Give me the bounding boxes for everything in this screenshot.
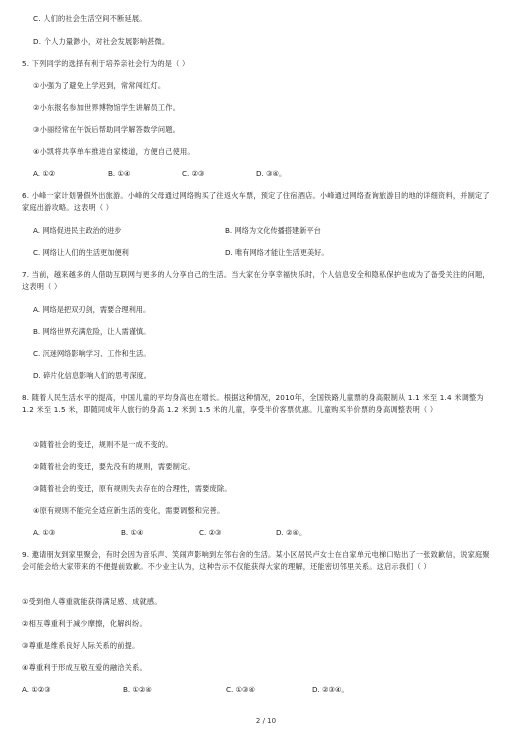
q9-option-d: D. ②③④。 — [312, 685, 349, 694]
q5-item-4: ④小凯将共享单车推进自家楼道，方便自己使用。 — [33, 147, 195, 156]
q7-stem: 7. 当前，越来越多的人借助互联网与更多的人分享自己的生活。当大家在分享幸福快乐时，个人信息安全和隐私保护也成为了备受关注的问题，这表明（ ） — [22, 270, 490, 291]
q6-option-c: C. 网络让人们的生活更加便利 — [33, 248, 129, 257]
q5-option-b: B. ①④ — [108, 169, 131, 178]
q5-option-a: A. ①② — [33, 169, 56, 178]
page-number: 2 / 10 — [255, 717, 277, 725]
q7-option-c: C. 沉迷网络影响学习、工作和生活。 — [33, 349, 151, 358]
q8-item-1: ①随着社会的变迁，规则不是一成不变的。 — [33, 440, 173, 449]
q8-option-b: B. ①④ — [121, 528, 144, 537]
prev-option-d: D. 个人力量渺小，对社会发展影响甚微。 — [33, 37, 170, 46]
prev-option-c: C. 人们的社会生活空间不断延展。 — [33, 14, 147, 23]
q8-item-3: ③随着社会的变迁，原有规则失去存在的合理性，需要废除。 — [33, 484, 232, 493]
q8-stem: 8. 随着人民生活水平的提高，中国儿童的平均身高也在增长。根据这种情况，2010年，全国铁路儿童票的身高限制从 1.1 米至 1.4 米调整为 1.2 米至 1.5 米，即随同成年人旅行的身高 1.2 米到 1.5 米的儿童，享受半价客票优惠。儿童购买半价票的身高调整表明（ ） — [22, 393, 484, 414]
q9-item-3: ③尊重是维系良好人际关系的前提。 — [22, 641, 140, 650]
q6-option-d: D. 唯有网络才能让生活更美好。 — [225, 248, 329, 257]
q6-option-a: A. 网络促进民主政治的进步 — [33, 226, 122, 235]
q5-item-3: ③小丽经常在午饭后帮助同学解答数学问题。 — [33, 125, 181, 134]
q9-option-b: B. ①②④ — [123, 685, 152, 694]
q5-option-d: D. ③④。 — [256, 169, 287, 178]
q9-stem: 9. 邀请朋友到家里聚会，有时会因为音乐声、笑闹声影响到左邻右舍的生活。某小区居民卢女士在自家单元电梯口贴出了一张致歉信，说家庭聚会可能会给大家带来的不便提前致歉。不少业主认为，这种告示不仅能获得大家的理解，还能密切邻里关系。这启示我们（ ） — [22, 550, 490, 571]
q6-option-b: B. 网络为文化传播搭建新平台 — [225, 226, 321, 235]
q6-stem: 6. 小峰一家计划暑假外出旅游。小峰的父母通过网络购买了往返火车票，预定了住宿酒店。小峰通过网络查询旅游目的地的详细资料，并制定了家庭出游攻略。这表明（ ） — [22, 191, 490, 212]
q9-option-c: C. ①③④ — [226, 685, 255, 694]
q7-option-a: A. 网络是把双刃剑，需要合理利用。 — [33, 305, 151, 314]
q8-option-c: C. ②③ — [199, 528, 222, 537]
q9-item-2: ②相互尊重利于减少摩擦，化解纠纷。 — [22, 619, 147, 628]
q8-option-d: D. ②④。 — [276, 528, 307, 537]
q8-item-2: ②随着社会的变迁，要先没有的规则，需要制定。 — [33, 462, 195, 471]
q5-item-1: ①小强为了避免上学迟到，常常闯红灯。 — [33, 81, 166, 90]
q9-item-4: ④尊重利于形成互敬互爱的融洽关系。 — [22, 663, 147, 672]
q8-option-a: A. ①③ — [33, 528, 56, 537]
q7-option-b: B. 网络世界充满危险，让人需谨慎。 — [33, 327, 151, 336]
q9-item-1: ①受到他人尊重就能获得满足感、成就感。 — [22, 597, 162, 606]
q8-item-4: ④原有规则不能完全适应新生活的变化，需要调整和完善。 — [33, 506, 225, 515]
q5-item-2: ②小东报名参加世界博物馆学生讲解员工作。 — [33, 103, 181, 112]
q5-stem: 5. 下列同学的选择有利于培养亲社会行为的是（ ） — [22, 59, 190, 68]
q7-option-d: D. 碎片化信息影响人们的思考深度。 — [33, 371, 151, 380]
q5-option-c: C. ②③ — [182, 169, 205, 178]
q9-option-a: A. ①②③ — [22, 685, 51, 694]
